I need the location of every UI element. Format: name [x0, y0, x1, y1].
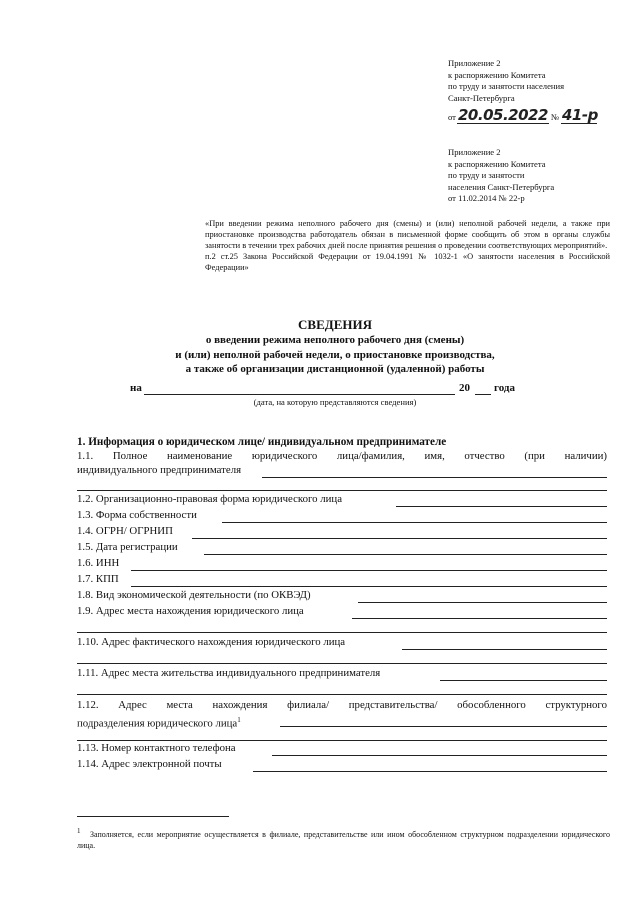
appendix-orig-line2: к распоряжению Комитета: [448, 158, 546, 169]
appendix-date-underline: [457, 123, 549, 124]
appendix-line3: по труду и занятости населения: [448, 81, 565, 92]
field-1-3-input[interactable]: [222, 522, 607, 523]
appendix-number-underline: [561, 123, 597, 124]
appendix-current: [448, 58, 564, 104]
report-date-prefix: на: [130, 382, 142, 394]
field-1-1-label-b: индивидуального предпринимателя: [77, 464, 242, 476]
report-year-field[interactable]: [475, 394, 491, 395]
field-1-12-text-a: 1.12. Адрес места нахождения филиала/ представительства/ обособленного структурного: [77, 699, 607, 711]
field-1-11-input[interactable]: [440, 680, 607, 681]
field-1-12-label-b: [77, 714, 241, 731]
field-1-1-input-2[interactable]: [77, 490, 607, 491]
field-1-12-text-b: подразделения юридического лица: [77, 717, 238, 730]
appendix-date-prefix: от: [448, 112, 456, 122]
field-1-6-input[interactable]: [131, 570, 607, 571]
field-1-2-input[interactable]: [396, 506, 607, 507]
field-1-5-input[interactable]: [204, 554, 607, 555]
field-1-10-label: 1.10. Адрес фактического нахождения юридического лица: [77, 636, 346, 648]
field-1-10-input[interactable]: [402, 649, 607, 650]
field-1-7-label: 1.7. КПП: [77, 573, 119, 585]
appendix-number-prefix: №: [551, 112, 560, 122]
appendix-date-number-row: [448, 108, 598, 126]
legal-quote-source: п.2 ст.25 Закона Российской Федерации от 19.04.1991 № 1032-1 «О занятости населения в Российской Федерации»: [205, 252, 610, 272]
field-1-13-input[interactable]: [272, 755, 607, 756]
field-1-1-text-a: 1.1. Полное наименование юридического лица/фамилия, имя, отчество (при наличии): [77, 450, 607, 462]
field-1-11-label: 1.11. Адрес места жительства индивидуального предпринимателя: [77, 667, 381, 679]
title-line1: о введении режима неполного рабочего дня (смены): [205, 334, 465, 346]
report-year-suffix: года: [494, 382, 515, 394]
field-1-14-label: 1.14. Адрес электронной почты: [77, 758, 222, 770]
field-1-10-input-2[interactable]: [77, 663, 607, 664]
field-1-8-input[interactable]: [358, 602, 607, 603]
appendix-orig-line3: по труду и занятости: [448, 170, 525, 181]
appendix-line4: Санкт-Петербурга: [448, 92, 515, 103]
report-date-field[interactable]: [144, 394, 455, 395]
report-date-caption: (дата, на которую представляются сведения): [253, 397, 417, 407]
footnote-divider: [77, 816, 229, 817]
footnote-ref-1: 1: [237, 716, 241, 724]
field-1-9-input-2[interactable]: [77, 632, 607, 633]
legal-quote-text: «При введении режима неполного рабочего дня (смены) и (или) неполной рабочей недели, а также при приостановке производства работодатель обязан в письменной форме сообщить об этом в органы службы занятости в течении трех рабочих дней после принятия решения о проведении соответствующих мероприятий».: [205, 219, 610, 250]
report-date-row: [130, 380, 580, 396]
field-1-5-label: 1.5. Дата регистрации: [77, 541, 178, 553]
field-1-14-input[interactable]: [253, 771, 607, 772]
field-1-12-input[interactable]: [280, 726, 607, 727]
appendix-orig-line1: Приложение 2: [448, 147, 501, 157]
appendix-number-handwritten: 41-р: [562, 106, 598, 124]
title-line3: а также об организации дистанционной (удаленной) работы: [185, 363, 485, 375]
page-title: СВЕДЕНИЯ: [298, 317, 372, 332]
field-1-2-label: 1.2. Организационно-правовая форма юридического лица: [77, 493, 342, 505]
field-1-12-label-a: [77, 699, 607, 712]
legal-quote: [205, 218, 610, 273]
field-1-13-label: 1.13. Номер контактного телефона: [77, 742, 236, 754]
appendix-date-handwritten: 20.05.2022: [458, 106, 548, 124]
field-1-7-input[interactable]: [131, 586, 607, 587]
field-1-12-input-2[interactable]: [77, 740, 607, 741]
appendix-orig-line5: от 11.02.2014 № 22-р: [448, 193, 525, 204]
field-1-3-label: 1.3. Форма собственности: [77, 509, 197, 521]
appendix-line2: к распоряжению Комитета: [448, 69, 546, 80]
footnote: [77, 826, 610, 852]
field-1-11-input-2[interactable]: [77, 694, 607, 695]
appendix-line1: Приложение 2: [448, 58, 501, 68]
footnote-text: Заполняется, если мероприятие осуществляется в филиале, представительстве или ином обособленном структурном подразделении юридического лица.: [77, 829, 611, 851]
field-1-9-label: 1.9. Адрес места нахождения юридического лица: [77, 605, 304, 617]
footnote-marker: 1: [77, 827, 81, 835]
field-1-1-label-a: [77, 450, 607, 463]
appendix-orig-line4: населения Санкт-Петербурга: [448, 181, 555, 192]
section1-heading: 1. Информация о юридическом лице/ индивидуальном предпринимателе: [77, 436, 447, 448]
field-1-9-input[interactable]: [352, 618, 607, 619]
report-year-prefix: 20: [459, 382, 470, 394]
field-1-4-label: 1.4. ОГРН/ ОГРНИП: [77, 525, 173, 537]
field-1-4-input[interactable]: [192, 538, 607, 539]
field-1-8-label: 1.8. Вид экономической деятельности (по ОКВЭД): [77, 589, 311, 601]
field-1-1-input[interactable]: [262, 477, 607, 478]
field-1-6-label: 1.6. ИНН: [77, 557, 120, 569]
title-line2: и (или) неполной рабочей недели, о приостановке производства,: [175, 348, 495, 361]
appendix-original: [448, 147, 554, 205]
title-subtitle: [70, 333, 600, 377]
